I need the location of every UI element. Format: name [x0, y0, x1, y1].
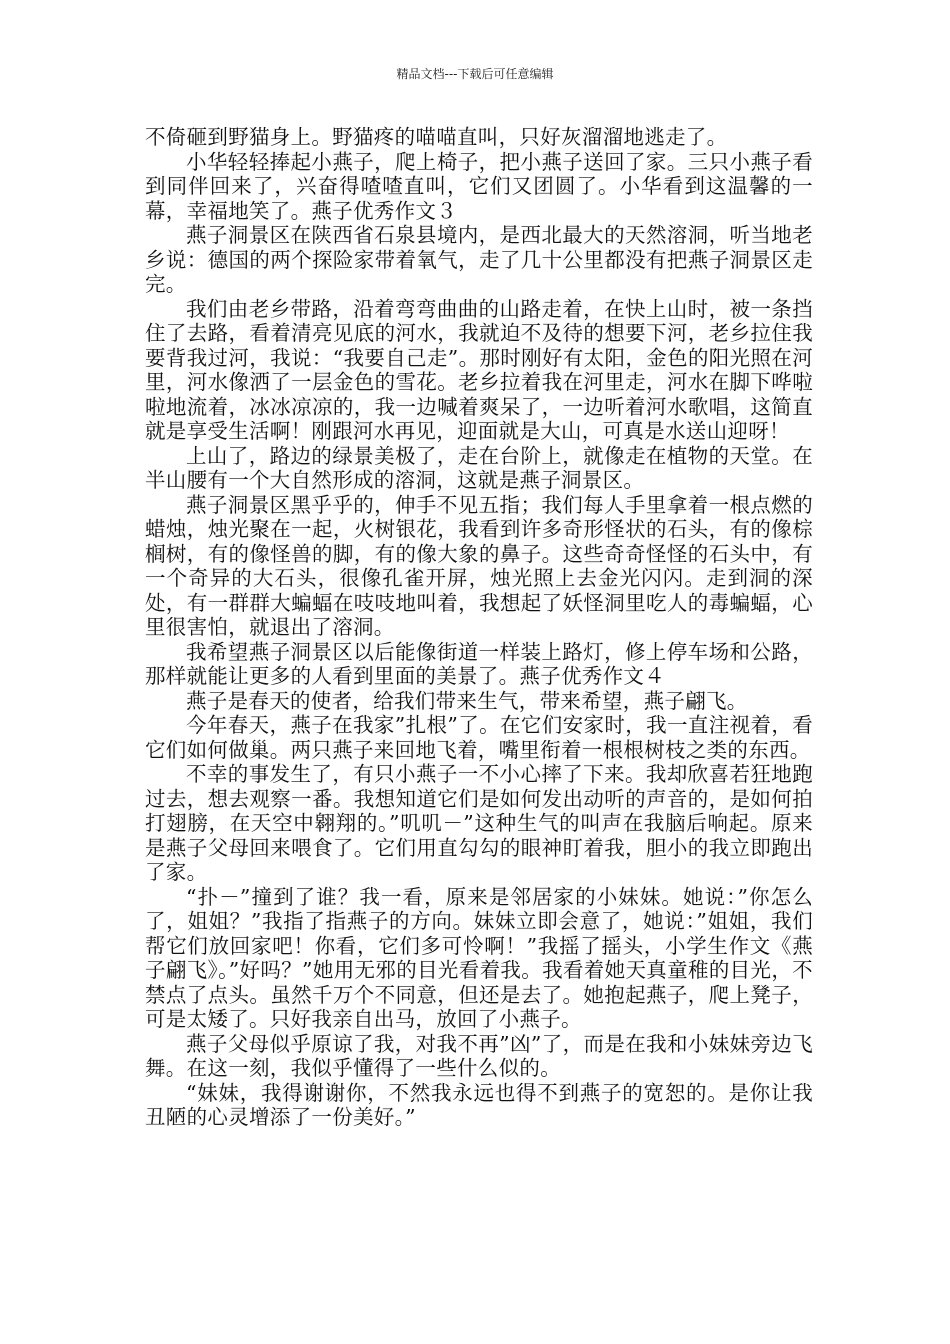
paragraph: 上山了，路边的绿景美极了，走在台阶上，就像走在植物的天堂。在半山腰有一个大自然形成的溶洞，这就是燕子洞景区。: [145, 443, 813, 492]
paragraph: 我希望燕子洞景区以后能像街道一样装上路灯，修上停车场和公路，那样就能让更多的人看到里面的美景了。燕子优秀作文４: [145, 639, 813, 688]
paragraph: 我们由老乡带路，沿着弯弯曲曲的山路走着，在快上山时，被一条挡住了去路，看着清亮见底的河水，我就迫不及待的想要下河，老乡拉住我要背我过河，我说：“我要自己走”。那时刚好有太阳，金色的阳光照在河里，河水像洒了一层金色的雪花。老乡拉着我在河里走，河水在脚下哗啦啦地流着，冰冰凉凉的，我一边喊着爽呆了，一边听着河水歌唱，这简直就是享受生活啊！刚跟河水再见，迎面就是大山，可真是水送山迎呀！: [145, 296, 813, 443]
essay-body: [145, 125, 813, 1130]
page-header: 精品文档---下载后可任意编辑: [396, 67, 554, 81]
paragraph: 小华轻轻捧起小燕子，爬上椅子，把小燕子送回了家。三只小燕子看到同伴回来了，兴奋得喳喳直叫，它们又团圆了。小华看到这温馨的一幕，幸福地笑了。燕子优秀作文３: [145, 149, 813, 223]
paragraph: “妹妹，我得谢谢你，不然我永远也得不到燕子的宽恕的。是你让我丑陋的心灵增添了一份美好。”: [145, 1080, 813, 1129]
paragraph: “扑－”撞到了谁？我一看，原来是邻居家的小妹妹。她说：”你怎么了，姐姐？”我指了指燕子的方向。妹妹立即会意了，她说：”姐姐，我们帮它们放回家吧！你看，它们多可怜啊！”我摇了摇头，小学生作文《燕子翩飞》。”好吗？”她用无邪的目光看着我。我看着她天真童稚的目光，不禁点了点头。虽然千万个不同意，但还是去了。她抱起燕子，爬上凳子，可是太矮了。只好我亲自出马，放回了小燕子。: [145, 884, 813, 1031]
paragraph: 不倚砸到野猫身上。野猫疼的喵喵直叫，只好灰溜溜地逃走了。: [145, 125, 728, 149]
paragraph: 不幸的事发生了，有只小燕子一不小心摔了下来。我却欣喜若狂地跑过去，想去观察一番。我想知道它们是如何发出动听的声音的，是如何拍打翅膀，在天空中翱翔的。”叽叽－”这种生气的叫声在我脑后响起。原来是燕子父母回来喂食了。它们用直勾勾的眼神盯着我，胆小的我立即跑出了家。: [145, 762, 813, 884]
paragraph: 燕子洞景区黑乎乎的，伸手不见五指；我们每人手里拿着一根点燃的蜡烛，烛光聚在一起，火树银花，我看到许多奇形怪状的石头，有的像棕榈树，有的像怪兽的脚，有的像大象的鼻子。这些奇奇怪怪的石头中，有一个奇异的大石头，很像孔雀开屏，烛光照上去金光闪闪。走到洞的深处，有一群群大蝙蝠在吱吱地叫着，我想起了妖怪洞里吃人的毒蝙蝠，心里很害怕，就退出了溶洞。: [145, 492, 813, 639]
paragraph: 燕子是春天的使者，给我们带来生气，带来希望，燕子翩飞。: [186, 688, 748, 713]
paragraph: 今年春天，燕子在我家”扎根”了。在它们安家时，我一直注视着，看它们如何做巢。两只燕子来回地飞着，嘴里衔着一根根树枝之类的东西。: [145, 713, 813, 762]
paragraph: 燕子洞景区在陕西省石泉县境内，是西北最大的天然溶洞，听当地老乡说：德国的两个探险家带着氧气，走了几十公里都没有把燕子洞景区走完。: [145, 223, 813, 296]
paragraph: 燕子父母似乎原谅了我，对我不再”凶”了，而是在我和小妹妹旁边飞舞。在这一刻，我似乎懂得了一些什么似的。: [145, 1031, 813, 1080]
